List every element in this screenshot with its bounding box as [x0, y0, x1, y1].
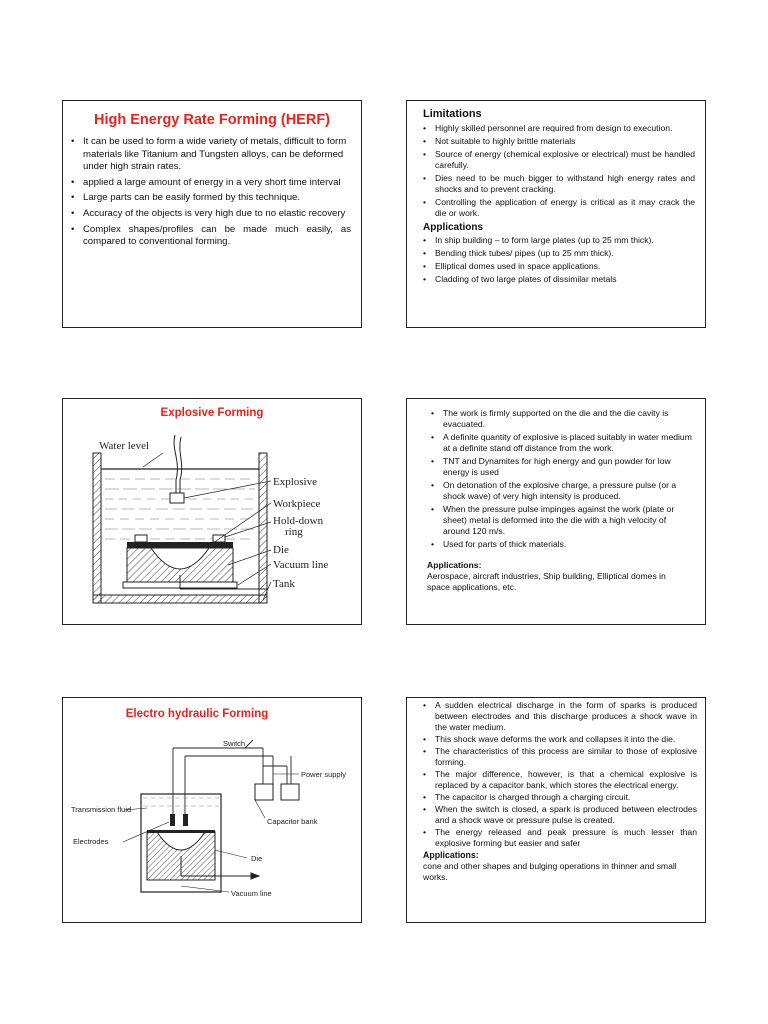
application-item: • Bending thick tubes/ pipes (up to 25 mm thick). [435, 248, 695, 259]
label-vacuum-line: Vacuum line [273, 559, 329, 571]
die-assembly [123, 535, 267, 589]
label-transmission-fluid: Transmission fluid [71, 805, 132, 814]
electro-title: Electro hydraulic Forming [125, 708, 269, 720]
electro-step: • The energy released and peak pressure is much lesser than explosive forming but easier and safer [435, 827, 697, 849]
herf-title: High Energy Rate Forming (HERF) [93, 112, 331, 128]
slide-herf [62, 100, 362, 328]
circuit-wires [173, 740, 291, 821]
limitation-item: • Controlling the application of energy is critical as it may crack the die or work. [435, 197, 695, 219]
electrodes [170, 814, 188, 826]
label-tank: Tank [273, 578, 295, 590]
herf-bullets [83, 136, 351, 249]
explosive-applications-text: Aerospace, aircraft industries, Ship building, Elliptical domes in space applications, etc. [427, 571, 666, 592]
herf-bullet: • applied a large amount of energy in a very short time interval [83, 177, 351, 190]
explosive-step: • TNT and Dynamites for high energy and gun powder for low energy is used [443, 456, 693, 478]
application-item: • In ship building – to form large plates (up to 25 mm thick). [435, 235, 695, 246]
explosive-step: • When the pressure pulse impinges against the work (plate or sheet) metal is deformed into the die with a high velocity of around 120 m/s. [443, 504, 693, 537]
label-capacitor-bank: Capacitor bank [267, 817, 318, 826]
herf-bullet: • It can be used to form a wide variety of metals, difficult to form materials like Titanium and Tungsten alloys, can be deformed under high strain rates. [83, 136, 351, 174]
herf-bullet: • Large parts can be easily formed by this technique. [83, 192, 351, 205]
explosive-applications-heading: Applications: [427, 560, 482, 570]
slide-electro-text [406, 697, 706, 923]
slide-explosive-text [406, 398, 706, 625]
label-hold-down: Hold-down [273, 515, 324, 527]
explosive-step: • Used for parts of thick materials. [443, 539, 693, 550]
label-workpiece: Workpiece [273, 498, 321, 510]
label-power-supply: Power supply [301, 770, 347, 779]
application-item: • Cladding of two large plates of dissimilar metals [435, 274, 695, 285]
electro-step: • The characteristics of this process are similar to those of explosive forming. [435, 746, 697, 768]
limitation-item: • Dies need to be much bigger to withstand high energy rates and shocks and to prevent cracking. [435, 173, 695, 195]
electro-step: • The major difference, however, is that a chemical explosive is replaced by a capacitor bank, which stores the electrical energy. [435, 769, 697, 791]
applications-list [435, 235, 695, 285]
application-item: • Elliptical domes used in space applications. [435, 261, 695, 272]
herf-bullet: • Accuracy of the objects is very high due to no elastic recovery [83, 208, 351, 221]
label-die: Die [273, 544, 289, 556]
label-electrodes: Electrodes [73, 837, 109, 846]
explosive-step: • On detonation of the explosive charge, a pressure pulse (or a shock wave) of very high intensity is produced. [443, 480, 693, 502]
electro-step: • This shock wave deforms the work and collapses it into the die. [435, 734, 697, 745]
limitations-heading: Limitations [423, 108, 482, 120]
limitation-item: • Not suitable to highly brittle materials [435, 136, 695, 147]
explosive-step: • A definite quantity of explosive is placed suitably in water medium at a definite stand off distance from the work. [443, 432, 693, 454]
limitation-item: • Source of energy (chemical explosive or electrical) must be handled carefully. [435, 149, 695, 171]
electro-applications-text: cone and other shapes and bulging operations in thinner and small works. [423, 861, 677, 882]
explosive-forming-diagram [63, 425, 361, 625]
label-vacuum-line: Vacuum line [231, 889, 272, 898]
explosive-step: • The work is firmly supported on the die and the die cavity is evacuated. [443, 408, 693, 430]
explosive-steps [443, 408, 693, 550]
capacitor-bank [255, 784, 299, 800]
electro-steps [435, 700, 697, 849]
explosive-title: Explosive Forming [160, 407, 264, 419]
applications-heading: Applications [423, 222, 484, 233]
electro-applications-heading: Applications: [423, 850, 479, 860]
slide-limitations [406, 100, 706, 328]
label-water-level: Water level [99, 440, 150, 452]
electro-step: • A sudden electrical discharge in the form of sparks is produced between electrodes and this discharge produces a shock wave in the water medium. [435, 700, 697, 733]
limitations-list [435, 123, 695, 219]
limitation-item: • Highly skilled personnel are required from design to execution. [435, 123, 695, 134]
label-die: Die [251, 854, 263, 863]
label-switch: Switch [223, 739, 246, 748]
herf-bullet: • Complex shapes/profiles can be made much easily, as compared to conventional forming. [83, 224, 351, 249]
electro-step: • When the switch is closed, a spark is produced between electrodes and a shock wave or pressure pulse is created. [435, 804, 697, 826]
label-explosive: Explosive [273, 476, 317, 488]
electro-hydraulic-diagram [63, 726, 361, 922]
slide-explosive-forming [62, 398, 362, 625]
electro-step: • The capacitor is charged through a charging circuit. [435, 792, 697, 803]
label-ring: ring [285, 526, 303, 538]
slide-electro-hydraulic [62, 697, 362, 923]
